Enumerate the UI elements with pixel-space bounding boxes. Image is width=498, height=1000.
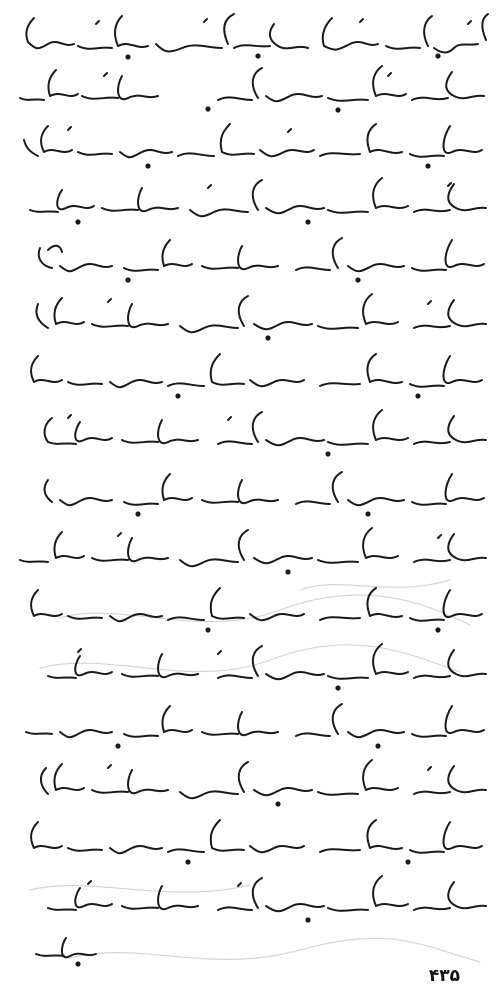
handwriting-stroke [8,524,490,584]
manuscript-line [8,232,490,292]
manuscript-line [8,640,490,700]
manuscript-line [8,348,490,408]
handwriting-stroke [8,872,490,932]
handwritten-text-block [8,10,490,950]
manuscript-line [8,930,490,990]
manuscript-line [8,466,490,526]
handwriting-stroke [8,756,490,816]
handwriting-stroke [8,174,490,234]
manuscript-line [8,698,490,758]
handwriting-stroke [8,406,490,466]
handwriting-stroke [8,232,490,292]
manuscript-line [8,174,490,234]
manuscript-line [8,290,490,350]
handwriting-stroke [8,10,490,70]
manuscript-line [8,524,490,584]
handwriting-stroke [8,930,490,970]
manuscript-line [8,872,490,932]
handwriting-stroke [8,814,490,874]
handwriting-stroke [8,348,490,408]
manuscript-line [8,118,490,178]
manuscript-line [8,756,490,816]
page-number: ۴۳۵ [428,966,460,986]
manuscript-line [8,814,490,874]
handwriting-stroke [8,582,490,642]
manuscript-line [8,582,490,642]
handwriting-stroke [8,118,490,178]
handwriting-stroke [8,62,490,122]
manuscript-line [8,62,490,122]
manuscript-line [8,10,490,70]
handwriting-stroke [8,698,490,758]
handwriting-stroke [8,640,490,700]
handwriting-stroke [8,290,490,350]
manuscript-line [8,406,490,466]
handwriting-stroke [8,466,490,526]
